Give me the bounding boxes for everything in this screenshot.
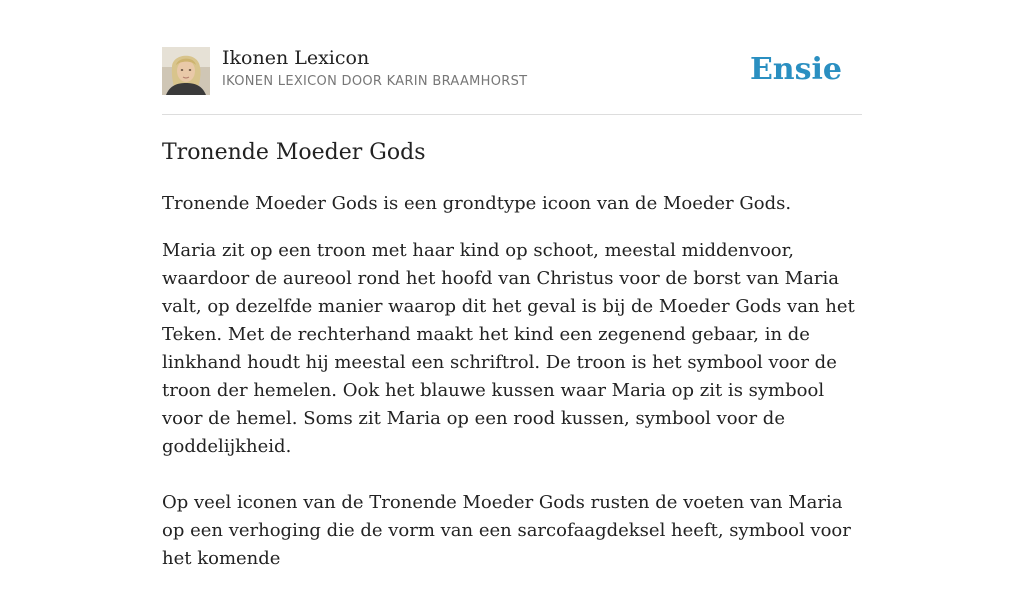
blog-subtitle: IKONEN LEXICON DOOR KARIN BRAAMHORST	[222, 74, 528, 89]
ensie-logo-link[interactable]: Ensie	[749, 52, 842, 87]
article-title: Tronende Moeder Gods	[162, 140, 426, 165]
article-paragraph: Tronende Moeder Gods is een grondtype icoon van de Moeder Gods.	[162, 193, 792, 214]
page	[162, 0, 862, 569]
author-avatar[interactable]	[162, 47, 210, 95]
avatar-photo-icon	[162, 47, 210, 95]
article-paragraph: Op veel iconen van de Tronende Moeder Gods rusten de voeten van Maria op een verhoging die de vorm van een sarcofaagdeksel heeft, symbool voor het komende	[162, 492, 851, 569]
article-body	[162, 190, 866, 592]
article-paragraph: Maria zit op een troon met haar kind op schoot, meestal middenvoor, waardoor de aureool rond het hoofd van Christus voor de borst van Maria valt, op dezelfde manier waarop dit het geval is bij de Moeder Gods van het Teken. Met de rechterhand maakt het kind een zegenend gebaar, in de linkhand houdt hij meestal een schriftrol. De troon is het symbool voor de troon der hemelen. Ook het blauwe kussen waar Maria op zit is symbool voor de hemel. Soms zit Maria op een rood kussen, symbool voor de goddelijkheid.	[162, 240, 855, 457]
blog-title[interactable]: Ikonen Lexicon	[222, 47, 370, 69]
blog-header	[162, 45, 862, 115]
